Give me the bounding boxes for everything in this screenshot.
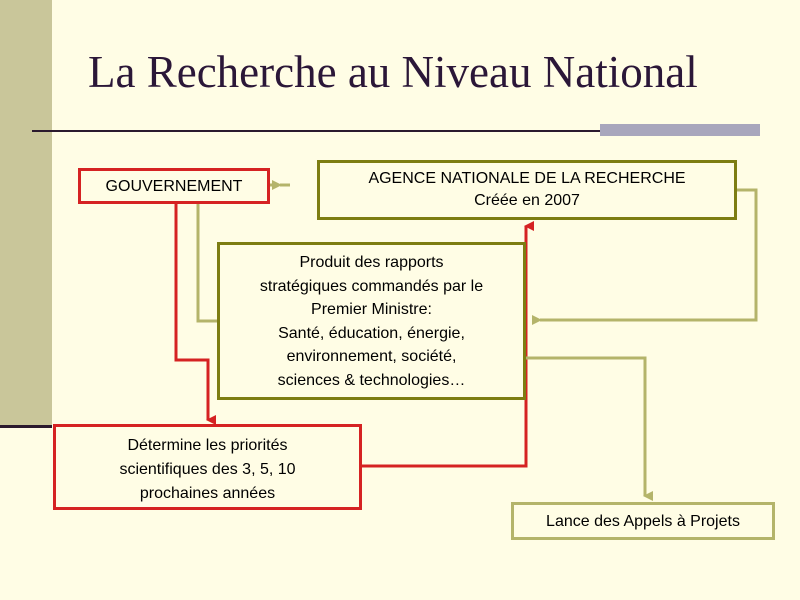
box-agence-line1: AGENCE NATIONALE DE LA RECHERCHE [368, 170, 686, 187]
box-rapports-line: Premier Ministre: [311, 301, 432, 318]
box-rapports [217, 242, 526, 400]
box-appels-label: Lance des Appels à Projets [546, 513, 740, 530]
box-agence [317, 160, 737, 220]
box-appels [511, 502, 775, 540]
box-gouvernement [78, 168, 270, 204]
box-priorites-line: Détermine les priorités [127, 437, 288, 454]
connector-rapports-to-appels [525, 358, 645, 496]
box-priorites-line: prochaines années [139, 485, 276, 502]
box-rapports-line: stratégiques commandés par le [259, 277, 484, 295]
box-rapports-line: sciences & technologies… [277, 371, 466, 389]
box-agence-line2: Créée en 2007 [474, 192, 580, 209]
connector-gouvernement-to-priorites [176, 203, 208, 420]
box-gouvernement-label: GOUVERNEMENT [105, 178, 243, 195]
box-priorites [53, 424, 362, 510]
slide-title: La Recherche au Niveau National [88, 47, 698, 97]
box-priorites-line: scientifiques des 3, 5, 10 [119, 461, 296, 478]
box-rapports-line: environnement, société, [286, 348, 457, 365]
box-rapports-line: Santé, éducation, énergie, [278, 324, 465, 342]
box-rapports-line: Produit des rapports [299, 254, 444, 271]
